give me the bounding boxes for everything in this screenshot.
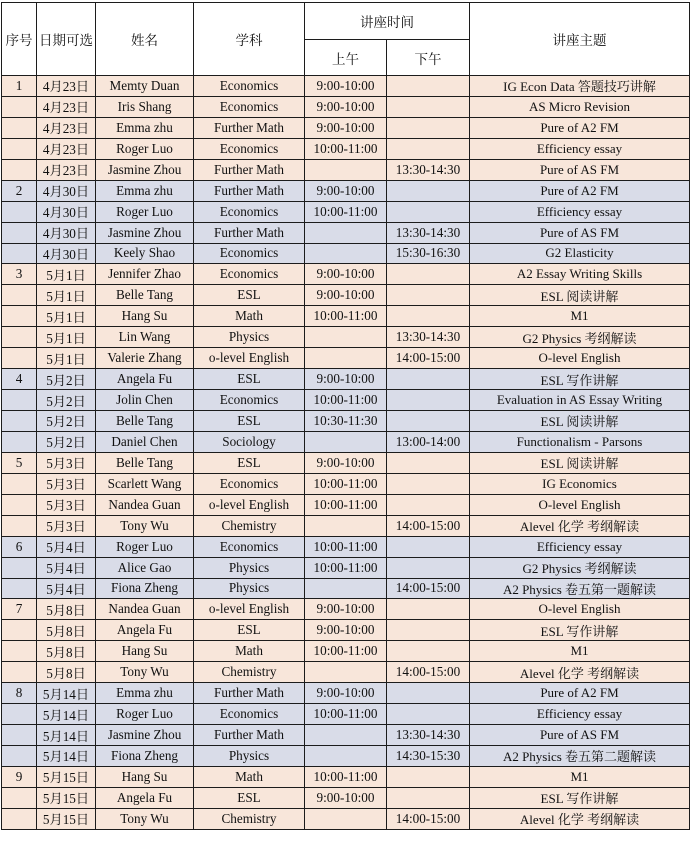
table-row	[2, 746, 690, 767]
cell-am	[305, 243, 387, 264]
cell-name: Alice Gao	[96, 557, 194, 578]
cell-no	[2, 662, 37, 683]
cell-date: 5月15日	[37, 808, 96, 829]
cell-name: Roger Luo	[96, 138, 194, 159]
table-row	[2, 96, 690, 117]
cell-pm	[387, 390, 470, 411]
cell-no	[2, 243, 37, 264]
cell-subject: Physics	[194, 327, 305, 348]
cell-pm	[387, 264, 470, 285]
cell-name: Iris Shang	[96, 96, 194, 117]
cell-topic: ESL 写作讲解	[470, 369, 690, 390]
cell-no	[2, 746, 37, 767]
header-no: 序号	[2, 3, 37, 76]
cell-subject: Economics	[194, 704, 305, 725]
cell-topic: ESL 写作讲解	[470, 620, 690, 641]
cell-name: Angela Fu	[96, 369, 194, 390]
cell-subject: ESL	[194, 369, 305, 390]
cell-name: Jasmine Zhou	[96, 725, 194, 746]
cell-subject: Further Math	[194, 180, 305, 201]
cell-topic: Alevel 化学 考纲解读	[470, 808, 690, 829]
table-row	[2, 494, 690, 515]
cell-pm	[387, 787, 470, 808]
cell-subject: Economics	[194, 390, 305, 411]
cell-pm: 13:30-14:30	[387, 725, 470, 746]
cell-subject: Economics	[194, 201, 305, 222]
cell-am: 9:00-10:00	[305, 117, 387, 138]
cell-subject: Further Math	[194, 159, 305, 180]
cell-name: Roger Luo	[96, 704, 194, 725]
cell-name: Valerie Zhang	[96, 348, 194, 369]
cell-no	[2, 222, 37, 243]
cell-topic: A2 Physics 卷五第二题解读	[470, 746, 690, 767]
cell-date: 4月23日	[37, 117, 96, 138]
cell-name: Angela Fu	[96, 620, 194, 641]
cell-date: 5月4日	[37, 578, 96, 599]
cell-am	[305, 515, 387, 536]
cell-am	[305, 662, 387, 683]
cell-topic: G2 Elasticity	[470, 243, 690, 264]
table-row	[2, 76, 690, 97]
cell-date: 5月4日	[37, 557, 96, 578]
cell-no: 9	[2, 766, 37, 787]
cell-date: 5月4日	[37, 536, 96, 557]
cell-topic: IG Econ Data 答题技巧讲解	[470, 76, 690, 97]
cell-no	[2, 96, 37, 117]
cell-subject: Physics	[194, 746, 305, 767]
table-row	[2, 222, 690, 243]
cell-name: Belle Tang	[96, 411, 194, 432]
cell-no	[2, 348, 37, 369]
cell-am: 9:00-10:00	[305, 452, 387, 473]
cell-subject: ESL	[194, 620, 305, 641]
cell-date: 5月2日	[37, 369, 96, 390]
cell-no: 4	[2, 369, 37, 390]
cell-subject: Chemistry	[194, 808, 305, 829]
cell-no	[2, 557, 37, 578]
cell-am: 9:00-10:00	[305, 787, 387, 808]
cell-am: 10:00-11:00	[305, 306, 387, 327]
cell-no	[2, 117, 37, 138]
cell-date: 4月30日	[37, 201, 96, 222]
cell-date: 5月2日	[37, 411, 96, 432]
cell-am: 9:00-10:00	[305, 599, 387, 620]
cell-date: 5月1日	[37, 327, 96, 348]
cell-date: 5月14日	[37, 683, 96, 704]
cell-am	[305, 431, 387, 452]
table-row	[2, 787, 690, 808]
cell-topic: Evaluation in AS Essay Writing	[470, 390, 690, 411]
cell-no	[2, 327, 37, 348]
cell-name: Emma zhu	[96, 180, 194, 201]
cell-no: 6	[2, 536, 37, 557]
cell-am	[305, 222, 387, 243]
cell-pm: 13:30-14:30	[387, 222, 470, 243]
table-row	[2, 473, 690, 494]
cell-subject: Economics	[194, 243, 305, 264]
cell-name: Tony Wu	[96, 808, 194, 829]
cell-name: Jasmine Zhou	[96, 159, 194, 180]
cell-no	[2, 620, 37, 641]
cell-am: 10:00-11:00	[305, 494, 387, 515]
cell-no: 7	[2, 599, 37, 620]
cell-date: 5月14日	[37, 704, 96, 725]
cell-subject: Further Math	[194, 683, 305, 704]
cell-pm: 13:00-14:00	[387, 431, 470, 452]
cell-topic: Pure of A2 FM	[470, 117, 690, 138]
table-body	[2, 76, 690, 830]
cell-am: 9:00-10:00	[305, 683, 387, 704]
cell-date: 5月1日	[37, 348, 96, 369]
cell-topic: A2 Essay Writing Skills	[470, 264, 690, 285]
cell-pm	[387, 683, 470, 704]
cell-am	[305, 348, 387, 369]
cell-topic: Pure of A2 FM	[470, 180, 690, 201]
cell-date: 5月14日	[37, 725, 96, 746]
header-name: 姓名	[96, 3, 194, 76]
cell-date: 4月23日	[37, 159, 96, 180]
cell-pm	[387, 494, 470, 515]
cell-name: Roger Luo	[96, 201, 194, 222]
cell-subject: Chemistry	[194, 515, 305, 536]
cell-pm: 14:00-15:00	[387, 348, 470, 369]
table-row	[2, 180, 690, 201]
cell-pm	[387, 285, 470, 306]
cell-date: 5月1日	[37, 264, 96, 285]
cell-topic: Functionalism - Parsons	[470, 431, 690, 452]
table-row	[2, 641, 690, 662]
table-row	[2, 117, 690, 138]
cell-subject: Economics	[194, 76, 305, 97]
table-row	[2, 683, 690, 704]
cell-name: Emma zhu	[96, 683, 194, 704]
cell-date: 4月30日	[37, 180, 96, 201]
cell-name: Jasmine Zhou	[96, 222, 194, 243]
cell-name: Hang Su	[96, 766, 194, 787]
cell-no	[2, 159, 37, 180]
cell-no	[2, 808, 37, 829]
cell-am: 9:00-10:00	[305, 76, 387, 97]
cell-am: 10:00-11:00	[305, 704, 387, 725]
cell-topic: Pure of AS FM	[470, 159, 690, 180]
cell-name: Hang Su	[96, 641, 194, 662]
cell-pm	[387, 76, 470, 97]
cell-subject: o-level English	[194, 599, 305, 620]
cell-topic: ESL 写作讲解	[470, 787, 690, 808]
cell-topic: O-level English	[470, 348, 690, 369]
cell-date: 5月1日	[37, 306, 96, 327]
cell-date: 5月3日	[37, 494, 96, 515]
cell-am	[305, 808, 387, 829]
cell-pm: 13:30-14:30	[387, 159, 470, 180]
table-row	[2, 306, 690, 327]
cell-name: Daniel Chen	[96, 431, 194, 452]
cell-subject: Further Math	[194, 117, 305, 138]
cell-pm	[387, 201, 470, 222]
cell-pm: 14:30-15:30	[387, 746, 470, 767]
table-row	[2, 766, 690, 787]
cell-subject: ESL	[194, 452, 305, 473]
cell-topic: Pure of AS FM	[470, 725, 690, 746]
cell-pm	[387, 117, 470, 138]
cell-name: Belle Tang	[96, 452, 194, 473]
cell-name: Fiona Zheng	[96, 578, 194, 599]
cell-pm	[387, 306, 470, 327]
cell-no	[2, 641, 37, 662]
table-row	[2, 662, 690, 683]
cell-no	[2, 494, 37, 515]
cell-no	[2, 306, 37, 327]
cell-pm: 14:00-15:00	[387, 808, 470, 829]
cell-topic: ESL 阅读讲解	[470, 452, 690, 473]
cell-no: 3	[2, 264, 37, 285]
table-row	[2, 599, 690, 620]
table-row	[2, 452, 690, 473]
cell-date: 4月23日	[37, 138, 96, 159]
cell-subject: Math	[194, 641, 305, 662]
cell-subject: o-level English	[194, 348, 305, 369]
table-row	[2, 159, 690, 180]
cell-topic: AS Micro Revision	[470, 96, 690, 117]
cell-date: 4月30日	[37, 243, 96, 264]
cell-topic: M1	[470, 306, 690, 327]
table-row	[2, 264, 690, 285]
cell-name: Emma zhu	[96, 117, 194, 138]
cell-subject: Further Math	[194, 222, 305, 243]
cell-name: Nandea Guan	[96, 599, 194, 620]
cell-subject: Further Math	[194, 725, 305, 746]
cell-date: 5月2日	[37, 431, 96, 452]
cell-pm: 15:30-16:30	[387, 243, 470, 264]
cell-topic: Pure of A2 FM	[470, 683, 690, 704]
cell-name: Tony Wu	[96, 662, 194, 683]
cell-topic: O-level English	[470, 599, 690, 620]
cell-topic: Alevel 化学 考纲解读	[470, 662, 690, 683]
cell-topic: Efficiency essay	[470, 536, 690, 557]
cell-am: 9:00-10:00	[305, 96, 387, 117]
cell-date: 5月15日	[37, 787, 96, 808]
cell-date: 5月14日	[37, 746, 96, 767]
cell-pm	[387, 411, 470, 432]
cell-subject: Sociology	[194, 431, 305, 452]
table-row	[2, 390, 690, 411]
cell-date: 5月8日	[37, 599, 96, 620]
table-header	[2, 3, 690, 76]
cell-am: 10:00-11:00	[305, 390, 387, 411]
cell-topic: A2 Physics 卷五第一题解读	[470, 578, 690, 599]
cell-topic: ESL 阅读讲解	[470, 411, 690, 432]
cell-am: 10:00-11:00	[305, 641, 387, 662]
table-row	[2, 557, 690, 578]
cell-am	[305, 746, 387, 767]
cell-no	[2, 578, 37, 599]
header-subject: 学科	[194, 3, 305, 76]
table-row	[2, 431, 690, 452]
cell-am: 9:00-10:00	[305, 620, 387, 641]
cell-subject: Economics	[194, 138, 305, 159]
cell-name: Scarlett Wang	[96, 473, 194, 494]
table-row	[2, 369, 690, 390]
cell-name: Jolin Chen	[96, 390, 194, 411]
cell-topic: Alevel 化学 考纲解读	[470, 515, 690, 536]
header-topic: 讲座主题	[470, 3, 690, 76]
cell-pm	[387, 766, 470, 787]
cell-name: Roger Luo	[96, 536, 194, 557]
cell-am	[305, 578, 387, 599]
cell-pm: 14:00-15:00	[387, 578, 470, 599]
cell-no	[2, 704, 37, 725]
cell-no	[2, 515, 37, 536]
cell-date: 5月2日	[37, 390, 96, 411]
cell-name: Hang Su	[96, 306, 194, 327]
cell-subject: Economics	[194, 96, 305, 117]
table-row	[2, 808, 690, 829]
cell-date: 5月15日	[37, 766, 96, 787]
cell-pm	[387, 557, 470, 578]
cell-no: 2	[2, 180, 37, 201]
cell-no	[2, 411, 37, 432]
cell-date: 5月3日	[37, 515, 96, 536]
cell-am	[305, 159, 387, 180]
cell-am	[305, 327, 387, 348]
cell-date: 4月30日	[37, 222, 96, 243]
cell-pm	[387, 599, 470, 620]
cell-topic: Efficiency essay	[470, 704, 690, 725]
cell-topic: IG Economics	[470, 473, 690, 494]
cell-subject: o-level English	[194, 494, 305, 515]
cell-subject: ESL	[194, 285, 305, 306]
cell-no	[2, 787, 37, 808]
cell-no	[2, 285, 37, 306]
cell-name: Nandea Guan	[96, 494, 194, 515]
cell-name: Lin Wang	[96, 327, 194, 348]
table-row	[2, 348, 690, 369]
cell-no	[2, 201, 37, 222]
cell-am: 9:00-10:00	[305, 369, 387, 390]
cell-name: Jennifer Zhao	[96, 264, 194, 285]
cell-am: 10:00-11:00	[305, 473, 387, 494]
table-row	[2, 411, 690, 432]
cell-date: 5月3日	[37, 452, 96, 473]
table-row	[2, 327, 690, 348]
cell-topic: G2 Physics 考纲解读	[470, 557, 690, 578]
cell-pm	[387, 620, 470, 641]
header-time: 讲座时间	[305, 3, 470, 40]
table-row	[2, 138, 690, 159]
cell-no	[2, 138, 37, 159]
cell-no	[2, 431, 37, 452]
cell-pm	[387, 452, 470, 473]
cell-subject: ESL	[194, 787, 305, 808]
cell-am: 9:00-10:00	[305, 180, 387, 201]
cell-topic: G2 Physics 考纲解读	[470, 327, 690, 348]
table-row	[2, 620, 690, 641]
table-row	[2, 704, 690, 725]
cell-topic: ESL 阅读讲解	[470, 285, 690, 306]
cell-subject: ESL	[194, 411, 305, 432]
cell-subject: Physics	[194, 578, 305, 599]
cell-pm: 13:30-14:30	[387, 327, 470, 348]
cell-am: 10:00-11:00	[305, 766, 387, 787]
cell-no	[2, 473, 37, 494]
cell-topic: Efficiency essay	[470, 138, 690, 159]
cell-pm	[387, 138, 470, 159]
table-row	[2, 725, 690, 746]
table-row	[2, 285, 690, 306]
cell-subject: Chemistry	[194, 662, 305, 683]
cell-name: Memty Duan	[96, 76, 194, 97]
cell-am: 9:00-10:00	[305, 285, 387, 306]
cell-topic: M1	[470, 766, 690, 787]
cell-topic: Efficiency essay	[470, 201, 690, 222]
schedule-table	[1, 2, 690, 830]
cell-name: Belle Tang	[96, 285, 194, 306]
cell-name: Fiona Zheng	[96, 746, 194, 767]
cell-name: Keely Shao	[96, 243, 194, 264]
cell-subject: Economics	[194, 264, 305, 285]
cell-no: 5	[2, 452, 37, 473]
cell-date: 5月1日	[37, 285, 96, 306]
cell-am: 10:00-11:00	[305, 138, 387, 159]
cell-pm: 14:00-15:00	[387, 662, 470, 683]
cell-pm	[387, 473, 470, 494]
cell-topic: M1	[470, 641, 690, 662]
cell-no	[2, 725, 37, 746]
cell-pm	[387, 180, 470, 201]
cell-am	[305, 725, 387, 746]
table-row	[2, 578, 690, 599]
cell-name: Tony Wu	[96, 515, 194, 536]
table-row	[2, 201, 690, 222]
header-pm: 下午	[387, 40, 470, 76]
cell-date: 5月8日	[37, 620, 96, 641]
header-date: 日期可选	[37, 3, 96, 76]
cell-subject: Math	[194, 766, 305, 787]
cell-pm	[387, 96, 470, 117]
cell-pm	[387, 369, 470, 390]
cell-subject: Math	[194, 306, 305, 327]
cell-am: 10:30-11:30	[305, 411, 387, 432]
cell-subject: Economics	[194, 536, 305, 557]
header-am: 上午	[305, 40, 387, 76]
cell-date: 5月3日	[37, 473, 96, 494]
cell-no	[2, 390, 37, 411]
cell-no: 8	[2, 683, 37, 704]
cell-am: 10:00-11:00	[305, 536, 387, 557]
cell-date: 4月23日	[37, 96, 96, 117]
cell-am: 9:00-10:00	[305, 264, 387, 285]
cell-pm: 14:00-15:00	[387, 515, 470, 536]
cell-pm	[387, 641, 470, 662]
cell-subject: Economics	[194, 473, 305, 494]
cell-no: 1	[2, 76, 37, 97]
cell-am: 10:00-11:00	[305, 201, 387, 222]
cell-date: 5月8日	[37, 641, 96, 662]
cell-am: 10:00-11:00	[305, 557, 387, 578]
cell-name: Angela Fu	[96, 787, 194, 808]
table-row	[2, 536, 690, 557]
cell-subject: Physics	[194, 557, 305, 578]
cell-pm	[387, 536, 470, 557]
cell-date: 5月8日	[37, 662, 96, 683]
table-row	[2, 243, 690, 264]
cell-date: 4月23日	[37, 76, 96, 97]
cell-topic: Pure of AS FM	[470, 222, 690, 243]
cell-topic: O-level English	[470, 494, 690, 515]
table-row	[2, 515, 690, 536]
cell-pm	[387, 704, 470, 725]
